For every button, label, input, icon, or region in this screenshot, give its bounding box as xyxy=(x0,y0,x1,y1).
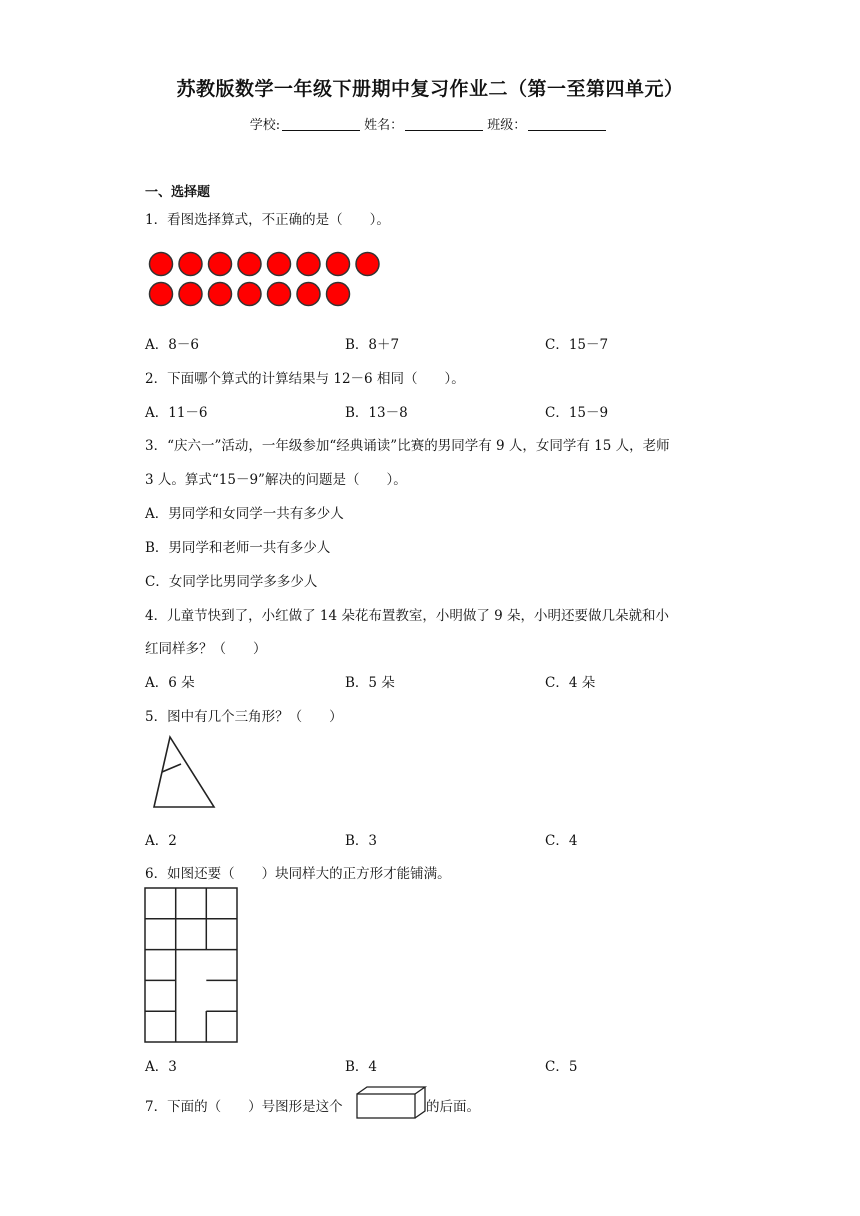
question-4-stem-line-1: 4．儿童节快到了，小红做了 14 朵花布置教室，小明做了 9 朵，小明还要做几朵就和小 xyxy=(145,608,670,624)
red-dot xyxy=(209,253,232,276)
red-dot xyxy=(268,283,291,306)
red-dot xyxy=(297,253,320,276)
name-blank[interactable] xyxy=(405,118,483,131)
red-dot xyxy=(327,253,350,276)
q3-option-b[interactable]: B．男同学和老师一共有多少人 xyxy=(145,540,331,556)
q5-option-a[interactable]: A．2 xyxy=(145,833,177,849)
q2-option-b[interactable]: B．13－8 xyxy=(345,405,408,421)
q1-option-b[interactable]: B．8＋7 xyxy=(345,337,400,353)
red-dot xyxy=(356,253,379,276)
q4-option-b[interactable]: B．5 朵 xyxy=(345,675,395,691)
q2-option-c[interactable]: C．15－9 xyxy=(545,405,609,421)
square-grid-figure xyxy=(144,887,240,1045)
red-dot xyxy=(150,283,173,306)
q1-option-c[interactable]: C．15－7 xyxy=(545,337,609,353)
question-7-stem-after: 的后面。 xyxy=(426,1099,480,1115)
school-blank[interactable] xyxy=(282,118,360,131)
red-dot xyxy=(238,253,261,276)
red-dot xyxy=(268,253,291,276)
section-heading: 一、选择题 xyxy=(145,185,211,200)
q5-option-c[interactable]: C．4 xyxy=(545,833,578,849)
school-label: 学校: xyxy=(249,118,281,133)
q5-option-b[interactable]: B．3 xyxy=(345,833,378,849)
question-3-stem-line-1: 3．“庆六一”活动，一年级参加“经典诵读”比赛的男同学有 9 人，女同学有 15 人，老师 xyxy=(145,438,670,454)
question-2-stem: 2．下面哪个算式的计算结果与 12－6 相同（ ）。 xyxy=(145,371,465,387)
grid-outline xyxy=(145,888,237,1042)
red-dot xyxy=(209,283,232,306)
class-blank[interactable] xyxy=(528,118,606,131)
page-title: 苏教版数学一年级下册期中复习作业二（第一至第四单元） xyxy=(176,78,684,100)
q1-option-a[interactable]: A．8－6 xyxy=(145,337,199,353)
q6-option-b[interactable]: B．4 xyxy=(345,1059,378,1075)
student-info-line xyxy=(0,114,860,133)
q3-option-a[interactable]: A．男同学和女同学一共有多少人 xyxy=(145,506,344,522)
red-dot xyxy=(297,283,320,306)
dots-row-2 xyxy=(150,283,350,306)
q2-option-a[interactable]: A．11－6 xyxy=(145,405,208,421)
question-6-stem: 6．如图还要（ ）块同样大的正方形才能铺满。 xyxy=(145,866,451,882)
question-7-stem-before: 7．下面的（ ）号图形是这个 xyxy=(145,1099,343,1115)
cuboid-figure xyxy=(356,1086,428,1120)
q6-option-c[interactable]: C．5 xyxy=(545,1059,578,1075)
red-dots-figure xyxy=(145,248,381,310)
red-dot xyxy=(150,253,173,276)
triangle-figure xyxy=(150,734,220,810)
q6-option-a[interactable]: A．3 xyxy=(145,1059,177,1075)
q4-option-c[interactable]: C．4 朵 xyxy=(545,675,596,691)
question-5-stem: 5．图中有几个三角形？（ ） xyxy=(145,709,343,725)
red-dot xyxy=(238,283,261,306)
red-dot xyxy=(179,283,202,306)
dots-row-1 xyxy=(150,253,380,276)
question-3-stem-line-2: 3 人。算式“15－9”解决的问题是（ ）。 xyxy=(145,472,407,488)
name-label: 姓名： xyxy=(364,118,404,133)
red-dot xyxy=(179,253,202,276)
class-label: 班级： xyxy=(487,118,527,133)
question-1-stem: 1．看图选择算式，不正确的是（ ）。 xyxy=(145,212,390,228)
q3-option-c[interactable]: C．女同学比男同学多多少人 xyxy=(145,574,318,590)
question-4-stem-line-2: 红同样多？（ ） xyxy=(145,641,267,657)
red-dot xyxy=(327,283,350,306)
inner-segment xyxy=(162,764,181,772)
q4-option-a[interactable]: A．6 朵 xyxy=(145,675,195,691)
